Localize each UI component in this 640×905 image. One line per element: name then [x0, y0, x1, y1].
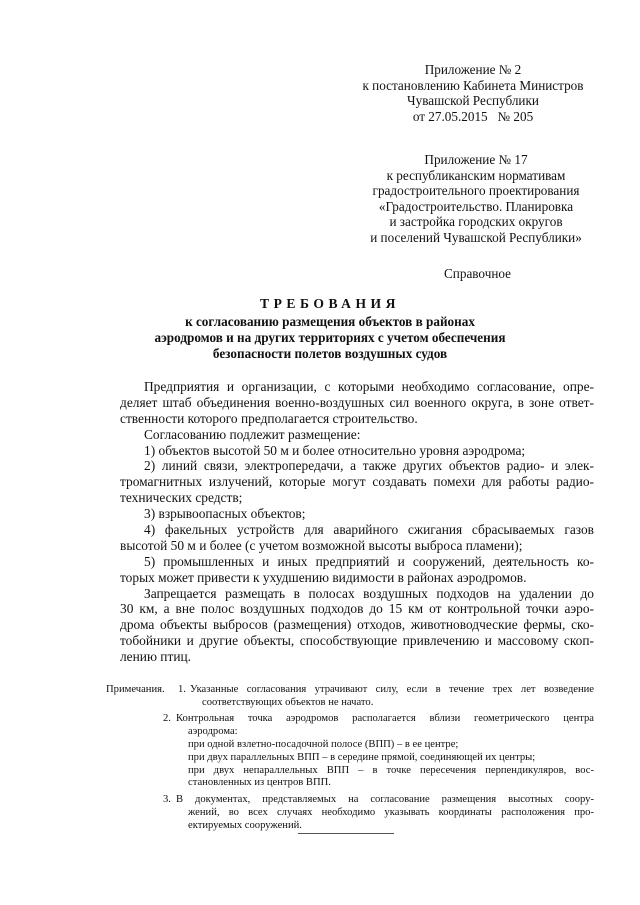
body-line: 30 км, а вне полос воздушных подходов до 15 км от контрольной точки аэро- [120, 601, 594, 617]
appendix-17-header [353, 152, 599, 246]
note-number: 2. [163, 713, 171, 724]
body-line: лению птиц. [120, 649, 192, 665]
body-line: ственности которого предполагается строительство. [120, 410, 418, 426]
notes-heading: Примечания. [106, 684, 165, 695]
note-line: жений, во всех случаях необходимо указывать координаты расположения про- [188, 806, 594, 818]
note-line: Указанные согласования утрачивают силу, если в течение трех лет возведение [190, 684, 594, 695]
subtitle-line: к согласованию размещения объектов в районах [185, 314, 475, 329]
appendix-2-line: к постановлению Кабинета Министров [362, 77, 584, 93]
appendix-17-line: и поселений Чувашской Республики» [370, 229, 582, 245]
appendix-2-line: Приложение № 2 [424, 62, 522, 77]
note-text [190, 684, 594, 710]
note-number: 3. [163, 794, 171, 805]
body-line: 4) факельных устройств для аварийного сжигания сбрасываемых газов [144, 522, 594, 538]
body-line: Предприятия и организации, с которыми необходимо согласование, опре- [144, 379, 594, 394]
reference-label: Справочное [444, 266, 511, 281]
appendix-2-line: Чувашской Республики [407, 93, 539, 109]
note-line: при двух непараллельных ВПП – в точке пересечения перпендикуляров, вос- [188, 764, 594, 776]
body-line: торых может привести к ухудшению видимости в районах аэродромов. [120, 569, 527, 585]
body-line: деляет штаб объединения военно-воздушных сил военного округа, в зоне ответ- [120, 394, 594, 410]
body-line: высотой 50 м и более (с учетом возможной высоты выброса пламени); [120, 537, 523, 553]
note-number: 1. [178, 684, 186, 695]
appendix-2-line: от 27.05.2015 № 205 [412, 108, 534, 124]
appendix-17-line: «Градостроительство. Планировка [378, 198, 574, 214]
body-line: тобойники и другие объекты, способствующие привлечению и массовому скоп- [120, 633, 594, 649]
appendix-17-line: градостроительного проектирования [372, 183, 580, 199]
document-title: ТРЕБОВАНИЯ [260, 296, 400, 311]
body-line: тромагнитных излучений, которые могут создавать помехи для работы радио- [120, 474, 594, 490]
body-line: 2) линий связи, электропередачи, а также других объектов радио- и элек- [144, 458, 594, 474]
subtitle-line: безопасности полетов воздушных судов [212, 346, 448, 361]
note-text [176, 794, 594, 832]
note-line: соответствующих объектов не начато. [202, 696, 374, 708]
note-line: аэродрома: [188, 725, 238, 737]
appendix-17-line: Приложение № 17 [424, 152, 528, 167]
body-line: Запрещается размещать в полосах воздушных подходов на удалении до [144, 585, 594, 601]
body-text [120, 379, 594, 665]
subtitle-line: аэродромов и на других территориях с учетом обеспечения [154, 330, 506, 345]
body-line: Согласованию подлежит размещение: [144, 426, 361, 442]
note-line: при двух параллельных ВПП – в середине прямой, соединяющей их центры; [188, 751, 536, 763]
body-line: 1) объектов высотой 50 м и более относительно уровня аэродрома; [144, 442, 526, 458]
body-line: технических средств; [120, 490, 243, 506]
appendix-2-header [345, 62, 601, 124]
note-line: становленных из центров ВПП. [188, 777, 331, 789]
body-line: 5) промышленных и иных предприятий и сооружений, деятельность ко- [144, 553, 594, 569]
note-text [176, 713, 594, 739]
note-line: при одной взлетно-посадочной полосе (ВПП) – в ее центре; [188, 739, 459, 750]
body-line: 3) взрывоопасных объектов; [144, 506, 306, 522]
body-line: дрома объекты выбросов (размещения) отходов, животноводческие фермы, ско- [120, 617, 594, 633]
note-sublist [188, 739, 594, 790]
closing-divider [298, 833, 394, 834]
document-subtitle [100, 314, 560, 362]
note-line: В документах, представляемых на согласование размещения высотных соору- [176, 794, 594, 805]
note-line: ектируемых сооружений. [188, 819, 302, 831]
note-line: Контрольная точка аэродромов располагается вблизи геометрического центра [176, 713, 594, 724]
appendix-17-line: к республиканским нормативам [386, 167, 566, 183]
appendix-17-line: и застройка городских округов [389, 214, 563, 230]
